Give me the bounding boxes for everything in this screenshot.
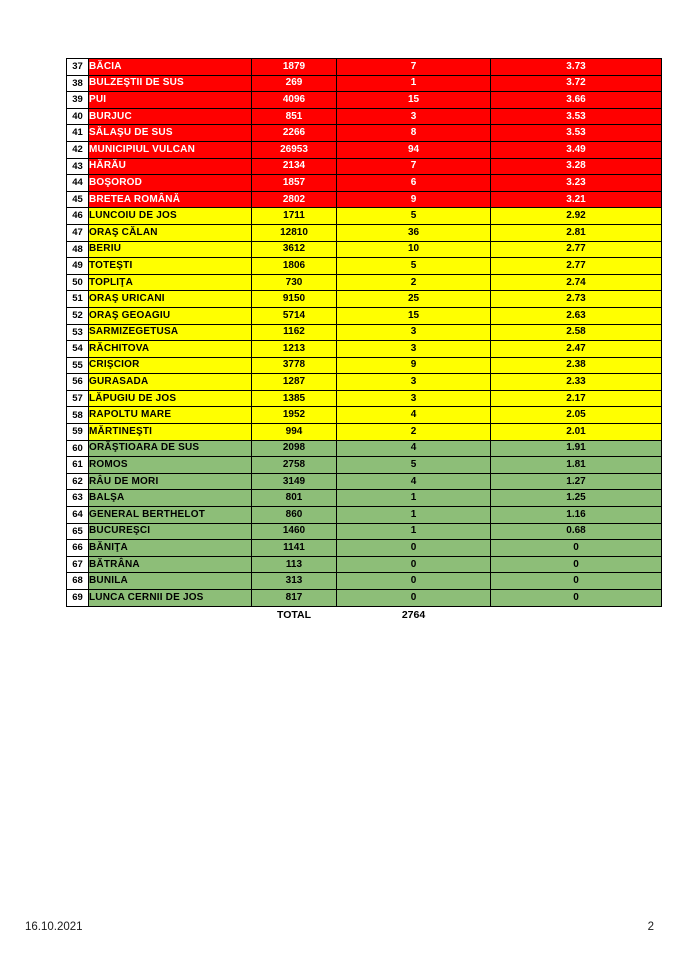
table-row [67, 357, 662, 374]
cell-pop: 860 [252, 507, 337, 524]
cell-cases: 5 [337, 208, 491, 225]
cell-name: BUNILA [89, 573, 252, 590]
cell-pop: 1141 [252, 540, 337, 557]
cell-name: SĂLAŞU DE SUS [89, 125, 252, 142]
table-row [67, 307, 662, 324]
cell-no: 48 [67, 241, 89, 258]
cell-no: 61 [67, 457, 89, 474]
table-row [67, 208, 662, 225]
cell-no: 53 [67, 324, 89, 341]
cell-pop: 730 [252, 274, 337, 291]
cell-pop: 2802 [252, 191, 337, 208]
table-row [67, 556, 662, 573]
cell-no: 57 [67, 390, 89, 407]
cell-name: LUNCA CERNII DE JOS [89, 590, 252, 607]
table-row [67, 523, 662, 540]
table-row [67, 258, 662, 275]
table-body [67, 59, 662, 625]
table-row [67, 108, 662, 125]
cell-inc: 3.53 [491, 125, 662, 142]
cell-no: 40 [67, 108, 89, 125]
cell-pop: 26953 [252, 141, 337, 158]
cell-cases: 8 [337, 125, 491, 142]
footer-page-number: 2 [647, 921, 654, 933]
cell-name: PUI [89, 92, 252, 109]
cell-inc: 2.77 [491, 241, 662, 258]
cell-name: ORĂŞTIOARA DE SUS [89, 440, 252, 457]
cell-cases: 7 [337, 158, 491, 175]
cell-name: ORAŞ URICANI [89, 291, 252, 308]
cell-no: 51 [67, 291, 89, 308]
cell-name: RĂCHITOVA [89, 341, 252, 358]
cell-no: 52 [67, 307, 89, 324]
table-row [67, 573, 662, 590]
table-row [67, 590, 662, 607]
cell-cases: 1 [337, 490, 491, 507]
cell-cases: 94 [337, 141, 491, 158]
cell-no: 64 [67, 507, 89, 524]
cell-pop: 1213 [252, 341, 337, 358]
table-row [67, 274, 662, 291]
cell-inc: 0 [491, 556, 662, 573]
cell-inc: 0.68 [491, 523, 662, 540]
cell-inc: 3.73 [491, 59, 662, 76]
cell-inc: 3.21 [491, 191, 662, 208]
cell-pop: 1287 [252, 374, 337, 391]
table-row [67, 158, 662, 175]
cell-inc: 2.81 [491, 224, 662, 241]
cell-pop: 851 [252, 108, 337, 125]
cell-pop: 1857 [252, 175, 337, 192]
cell-inc: 1.25 [491, 490, 662, 507]
cell-name: BULZEŞTII DE SUS [89, 75, 252, 92]
cell-cases: 2 [337, 424, 491, 441]
cell-cases: 5 [337, 457, 491, 474]
table-row [67, 407, 662, 424]
total-row [67, 606, 662, 625]
cell-no: 69 [67, 590, 89, 607]
cell-pop: 1460 [252, 523, 337, 540]
cell-no: 38 [67, 75, 89, 92]
cell-name: GURASADA [89, 374, 252, 391]
cell-no: 43 [67, 158, 89, 175]
cell-cases: 2 [337, 274, 491, 291]
cell-no: 58 [67, 407, 89, 424]
cell-pop: 5714 [252, 307, 337, 324]
table-row [67, 390, 662, 407]
cell-inc: 2.33 [491, 374, 662, 391]
cell-pop: 3149 [252, 473, 337, 490]
table-row [67, 125, 662, 142]
total-label: TOTAL [252, 606, 337, 625]
cell-pop: 3612 [252, 241, 337, 258]
cell-cases: 25 [337, 291, 491, 308]
cell-name: ORAŞ GEOAGIU [89, 307, 252, 324]
cell-inc: 2.38 [491, 357, 662, 374]
cell-name: TOPLIŢA [89, 274, 252, 291]
table-row [67, 75, 662, 92]
cell-inc: 2.73 [491, 291, 662, 308]
cell-inc: 1.16 [491, 507, 662, 524]
cell-name: ROMOS [89, 457, 252, 474]
cell-name: SARMIZEGETUSA [89, 324, 252, 341]
cell-cases: 4 [337, 407, 491, 424]
cell-name: RÂU DE MORI [89, 473, 252, 490]
cell-cases: 5 [337, 258, 491, 275]
cell-no: 55 [67, 357, 89, 374]
cell-cases: 1 [337, 523, 491, 540]
cell-inc: 0 [491, 573, 662, 590]
table-row [67, 424, 662, 441]
cell-name: BALŞA [89, 490, 252, 507]
table-row [67, 457, 662, 474]
cell-no: 47 [67, 224, 89, 241]
cell-pop: 3778 [252, 357, 337, 374]
table-row [67, 490, 662, 507]
cell-cases: 0 [337, 540, 491, 557]
table-row [67, 241, 662, 258]
cell-inc: 1.91 [491, 440, 662, 457]
cell-no: 56 [67, 374, 89, 391]
cell-inc: 1.27 [491, 473, 662, 490]
table-row [67, 191, 662, 208]
total-empty-no [67, 606, 89, 625]
cell-cases: 10 [337, 241, 491, 258]
footer-date: 16.10.2021 [25, 921, 83, 933]
table-row [67, 92, 662, 109]
cell-name: HĂRĂU [89, 158, 252, 175]
cell-name: BĂTRÂNA [89, 556, 252, 573]
cell-inc: 0 [491, 590, 662, 607]
total-empty-name [89, 606, 252, 625]
cell-pop: 994 [252, 424, 337, 441]
cell-cases: 7 [337, 59, 491, 76]
cell-no: 39 [67, 92, 89, 109]
table-row [67, 59, 662, 76]
cell-cases: 3 [337, 108, 491, 125]
cell-pop: 1711 [252, 208, 337, 225]
cell-pop: 1879 [252, 59, 337, 76]
cell-name: GENERAL BERTHELOT [89, 507, 252, 524]
cell-inc: 2.47 [491, 341, 662, 358]
total-cases-value: 2764 [337, 606, 491, 625]
cell-pop: 2758 [252, 457, 337, 474]
cell-inc: 3.23 [491, 175, 662, 192]
table-row [67, 291, 662, 308]
cell-pop: 801 [252, 490, 337, 507]
cell-cases: 6 [337, 175, 491, 192]
cell-no: 60 [67, 440, 89, 457]
cell-pop: 2266 [252, 125, 337, 142]
cell-name: BĂNIŢA [89, 540, 252, 557]
cell-name: BUCUREŞCI [89, 523, 252, 540]
cell-inc: 3.28 [491, 158, 662, 175]
cell-cases: 3 [337, 341, 491, 358]
cell-no: 50 [67, 274, 89, 291]
cell-inc: 1.81 [491, 457, 662, 474]
cell-pop: 2134 [252, 158, 337, 175]
cell-cases: 15 [337, 92, 491, 109]
cell-name: RAPOLTU MARE [89, 407, 252, 424]
cell-cases: 0 [337, 573, 491, 590]
cell-cases: 4 [337, 440, 491, 457]
cell-inc: 2.05 [491, 407, 662, 424]
cell-no: 66 [67, 540, 89, 557]
cell-name: BRETEA ROMÂNĂ [89, 191, 252, 208]
cell-cases: 1 [337, 75, 491, 92]
table-row [67, 341, 662, 358]
cell-no: 67 [67, 556, 89, 573]
cell-name: BURJUC [89, 108, 252, 125]
cell-inc: 0 [491, 540, 662, 557]
total-empty-incidence [491, 606, 662, 625]
cell-name: LĂPUGIU DE JOS [89, 390, 252, 407]
table-row [67, 507, 662, 524]
cell-no: 65 [67, 523, 89, 540]
cell-pop: 1162 [252, 324, 337, 341]
cell-no: 44 [67, 175, 89, 192]
cell-name: MĂRTINEŞTI [89, 424, 252, 441]
cell-inc: 3.66 [491, 92, 662, 109]
cell-name: LUNCOIU DE JOS [89, 208, 252, 225]
cell-inc: 3.72 [491, 75, 662, 92]
cell-cases: 36 [337, 224, 491, 241]
cell-inc: 2.17 [491, 390, 662, 407]
cell-inc: 2.58 [491, 324, 662, 341]
cell-no: 42 [67, 141, 89, 158]
cell-cases: 3 [337, 390, 491, 407]
cell-cases: 0 [337, 590, 491, 607]
cell-name: MUNICIPIUL VULCAN [89, 141, 252, 158]
table-row [67, 473, 662, 490]
cell-pop: 1806 [252, 258, 337, 275]
cell-name: ORAŞ CĂLAN [89, 224, 252, 241]
incidence-table [66, 58, 662, 625]
cell-inc: 2.92 [491, 208, 662, 225]
cell-name: BERIU [89, 241, 252, 258]
cell-pop: 269 [252, 75, 337, 92]
cell-cases: 4 [337, 473, 491, 490]
cell-name: BOŞOROD [89, 175, 252, 192]
cell-cases: 9 [337, 357, 491, 374]
cell-name: CRIŞCIOR [89, 357, 252, 374]
cell-pop: 1952 [252, 407, 337, 424]
cell-pop: 817 [252, 590, 337, 607]
cell-no: 45 [67, 191, 89, 208]
cell-no: 59 [67, 424, 89, 441]
table-row [67, 324, 662, 341]
cell-cases: 9 [337, 191, 491, 208]
table-row [67, 540, 662, 557]
cell-no: 68 [67, 573, 89, 590]
cell-no: 41 [67, 125, 89, 142]
cell-cases: 3 [337, 324, 491, 341]
cell-inc: 2.74 [491, 274, 662, 291]
cell-no: 37 [67, 59, 89, 76]
cell-cases: 1 [337, 507, 491, 524]
cell-no: 46 [67, 208, 89, 225]
table-row [67, 374, 662, 391]
table-row [67, 440, 662, 457]
cell-pop: 4096 [252, 92, 337, 109]
cell-no: 63 [67, 490, 89, 507]
cell-pop: 1385 [252, 390, 337, 407]
table-row [67, 175, 662, 192]
cell-inc: 2.01 [491, 424, 662, 441]
cell-pop: 2098 [252, 440, 337, 457]
cell-pop: 113 [252, 556, 337, 573]
cell-inc: 3.53 [491, 108, 662, 125]
cell-name: TOTEŞTI [89, 258, 252, 275]
table-row [67, 224, 662, 241]
table-row [67, 141, 662, 158]
cell-pop: 9150 [252, 291, 337, 308]
cell-cases: 15 [337, 307, 491, 324]
cell-no: 54 [67, 341, 89, 358]
cell-inc: 2.63 [491, 307, 662, 324]
cell-inc: 3.49 [491, 141, 662, 158]
cell-cases: 3 [337, 374, 491, 391]
cell-pop: 12810 [252, 224, 337, 241]
cell-cases: 0 [337, 556, 491, 573]
cell-inc: 2.77 [491, 258, 662, 275]
cell-pop: 313 [252, 573, 337, 590]
cell-name: BĂCIA [89, 59, 252, 76]
cell-no: 62 [67, 473, 89, 490]
cell-no: 49 [67, 258, 89, 275]
